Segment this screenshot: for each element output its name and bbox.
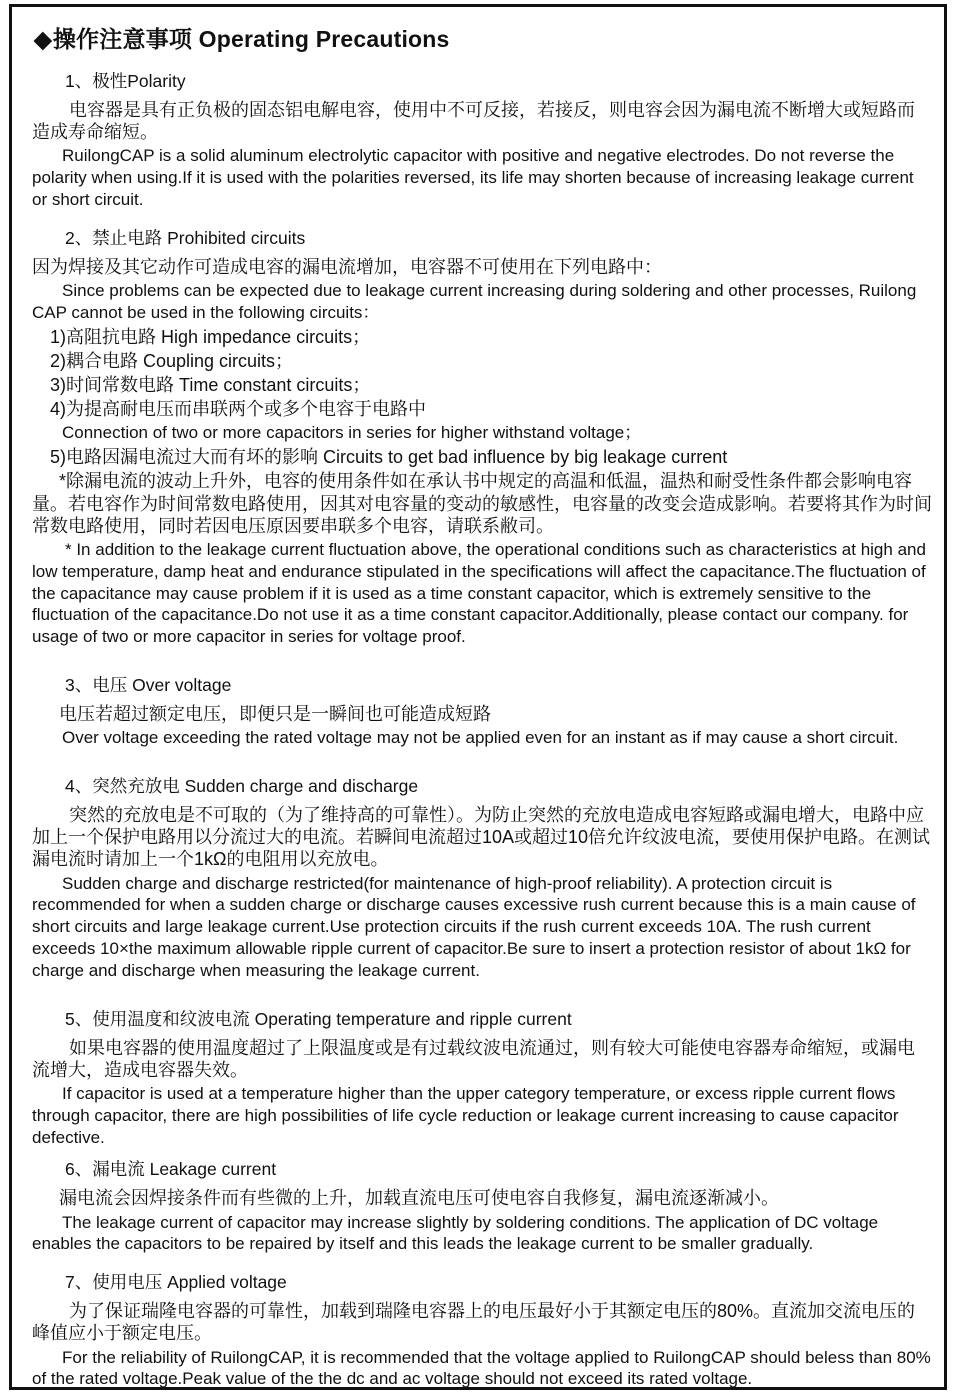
section-4-paragraph-en: Sudden charge and discharge restricted(for maintenance of high-proof reliability). A protection circuit is recommended for when a sudden charge or discharge causes excessive rush current because this is a main cause of short circuits and large leakage current.Use protection circuits if the rush current exceeds 10A. The rush current exceeds 10×the maximum allowable ripple current of capacitor.Be sure to insert a protection resistor of about 1kΩ for charge and discharge when measuring the leakage current. [32, 873, 916, 980]
page-border-frame [9, 4, 947, 1390]
section-6-paragraph-cn: 漏电流会因焊接条件而有些微的上升，加载直流电压可使电容自我修复，漏电流逐渐减小。 [59, 1188, 779, 1209]
prohibited-circuit-item-2: 2)耦合电路 Coupling circuits； [50, 350, 294, 371]
section-1-paragraph-cn: 电容器是具有正负极的固态铝电解电容，使用中不可反接，若接反，则电容会因为漏电流不断增大或短路而造成寿命缩短。 [32, 100, 915, 143]
section-polarity [32, 68, 932, 211]
section-4-paragraph-cn: 突然的充放电是不可取的（为了维持高的可靠性）。为防止突然的充放电造成电容短路或漏电增大，电路中应加上一个保护电路用以分流过大的电流。若瞬间电流超过10A或超过10倍允许纹波电流，要使用保护电路。在测试漏电流时请加上一个1kΩ的电阻用以充放电。 [32, 805, 931, 870]
section-5-heading: 5、使用温度和纹波电流 Operating temperature and ripple current [65, 1008, 572, 1029]
diamond-icon: ◆ [34, 26, 52, 52]
section-3-heading: 3、电压 Over voltage [65, 675, 232, 695]
section-7-heading: 7、使用电压 Applied voltage [65, 1272, 287, 1293]
section-7-paragraph-cn: 为了保证瑞隆电容器的可靠性，加载到瑞隆电容器上的电压最好小于其额定电压的80%。直流加交流电压的峰值应小于额定电压。 [32, 1301, 916, 1344]
section-4-heading: 4、突然充放电 Sudden charge and discharge [65, 776, 419, 796]
prohibited-circuit-item-3: 3)时间常数电路 Time constant circuits； [50, 375, 371, 395]
prohibited-circuit-item-4-en: Connection of two or more capacitors in series for higher withstand voltage； [62, 423, 642, 443]
section-sudden-charge-discharge [32, 773, 932, 982]
section-2-note-cn: *除漏电流的波动上升外，电容的使用条件如在承认书中规定的高温和低温，温热和耐受性条件都会影响电容量。若电容作为时间常数电路使用，因其对电容量的变动的敏感性，电容量的改变会造成影响。若要将其作为时间常数电路使用，同时若因电压原因要串联多个电容，请联系敝司。 [32, 471, 932, 536]
section-2-intro-cn: 因为焊接及其它动作可造成电容的漏电流增加，电容器不可使用在下列电路中： [32, 256, 662, 277]
section-applied-voltage [32, 1269, 932, 1390]
prohibited-circuit-item-5: 5)电路因漏电流过大而有坏的影响 Circuits to get bad influence by big leakage current [50, 447, 728, 468]
section-1-heading: 1、极性Polarity [65, 71, 186, 91]
section-7-paragraph-en: For the reliability of RuilongCAP, it is recommended that the voltage applied to RuilongCAP should beless than 80% of the rated voltage.Peak value of the the dc and ac voltage should not exceed its rated voltage. [32, 1347, 931, 1389]
section-2-intro-en: Since problems can be expected due to leakage current increasing during soldering and other processes, Ruilong CAP cannot be used in the following circuits： [32, 281, 917, 322]
page-title-text: 操作注意事项 Operating Precautions [52, 26, 450, 52]
section-6-paragraph-en: The leakage current of capacitor may increase slightly by soldering conditions. The application of DC voltage enables the capacitors to be repaired by itself and this leads the leakage current to be smaller gradually. [32, 1212, 879, 1254]
section-operating-temperature-ripple-current [32, 1006, 932, 1149]
section-prohibited-circuits [32, 225, 932, 648]
section-over-voltage [32, 672, 932, 749]
prohibited-circuit-item-4: 4)为提高耐电压而串联两个或多个电容于电路中 [50, 399, 427, 420]
prohibited-circuit-item-1: 1)高阻抗电路 High impedance circuits； [50, 326, 371, 347]
section-1-paragraph-en: RuilongCAP is a solid aluminum electrolytic capacitor with positive and negative electrodes. Do not reverse the polarity when using.If it is used with the polarities reversed, its life may shorten because of increasing leakage current or short circuit. [32, 146, 914, 209]
section-leakage-current [32, 1156, 932, 1255]
section-5-paragraph-cn: 如果电容器的使用温度超过了上限温度或是有过载纹波电流通过，则有较大可能使电容器寿命缩短，或漏电流增大，造成电容器失效。 [32, 1037, 915, 1080]
section-5-paragraph-en: If capacitor is used at a temperature higher than the upper category temperature, or excess ripple current flows through capacitor, there are high possibilities of life cycle reduction or leakage current increasing to cause capacitor defective. [32, 1084, 899, 1147]
page-title [34, 21, 932, 54]
section-2-heading: 2、禁止电路 Prohibited circuits [65, 227, 306, 248]
section-3-paragraph-cn: 电压若超过额定电压，即便只是一瞬间也可能造成短路 [59, 704, 491, 724]
section-3-paragraph-en: Over voltage exceeding the rated voltage may not be applied even for an instant as if may cause a short circuit. [62, 728, 899, 748]
section-6-heading: 6、漏电流 Leakage current [65, 1159, 277, 1180]
section-2-note-en: * In addition to the leakage current fluctuation above, the operational conditions such as characteristics at high and low temperature, damp heat and endurance stipulated in the specifications will affect the capacitance.The fluctuation of the capacitance may cause problem if it is used as a time constant capacitor, which is extremely sensitive to the fluctuation of the capacitance.Do not use it as a time constant capacitor.Additionally, please contact our company. for usage of two or more capacitor in series for voltage proof. [32, 540, 926, 647]
